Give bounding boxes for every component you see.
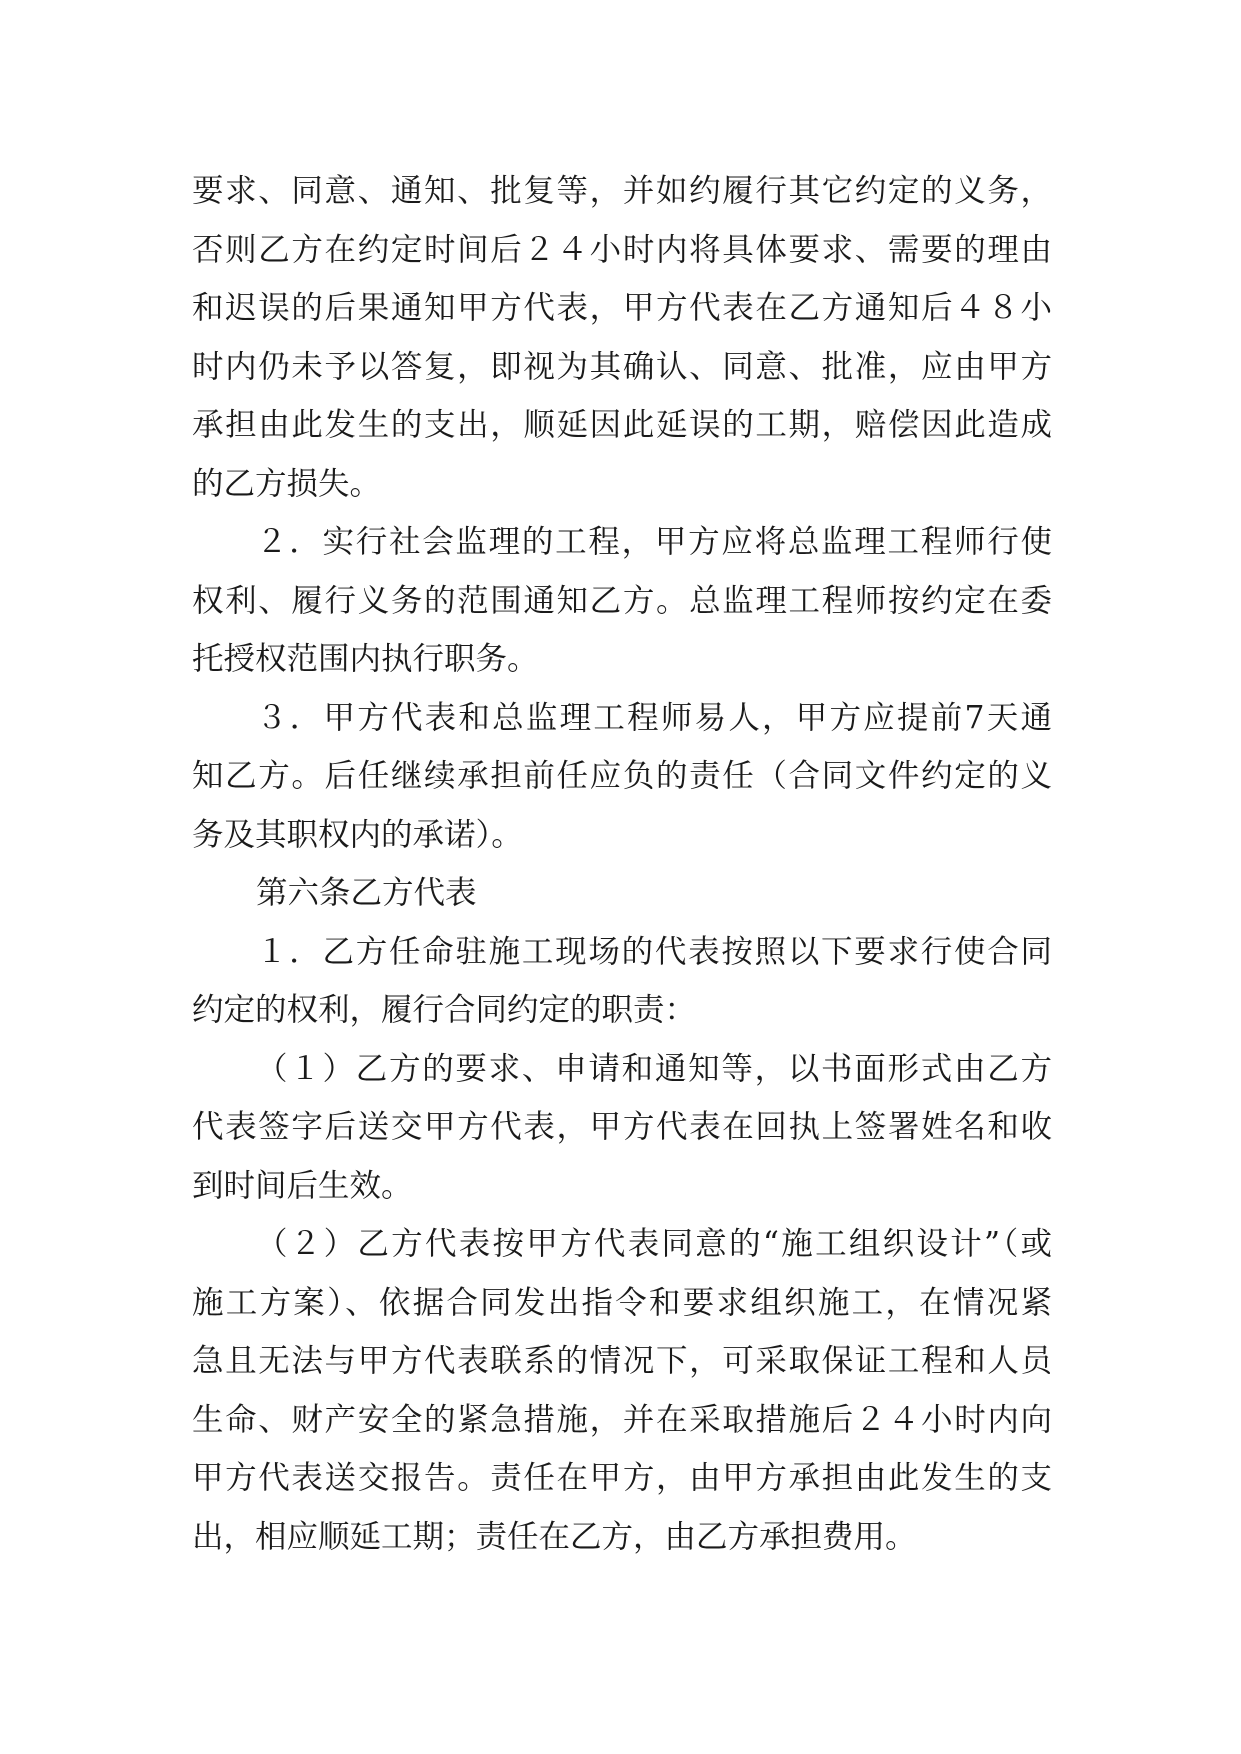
text-line: 的乙方损失。: [192, 465, 382, 502]
text-line: 甲方代表送交报告。责任在甲方，由甲方承担由此发生的支: [192, 1460, 1052, 1496]
text-line: ２．实行社会监理的工程，甲方应将总监理工程师行使: [256, 524, 1052, 560]
text-line: 承担由此发生的支出，顺延因此延误的工期，赔偿因此造成: [192, 407, 1052, 443]
text-line: 托授权范围内执行职务。: [192, 641, 539, 677]
text-line: ３．甲方代表和总监理工程师易人，甲方应提前7天通: [256, 699, 1052, 736]
text-line: 权利、履行义务的范围通知乙方。总监理工程师按约定在委: [192, 582, 1052, 619]
text-line: 和迟误的后果通知甲方代表，甲方代表在乙方通知后４８小: [192, 290, 1052, 326]
text-line: （１）乙方的要求、申请和通知等，以书面形式由乙方: [256, 1050, 1052, 1087]
text-line: 要求、同意、通知、批复等，并如约履行其它约定的义务，: [192, 173, 1052, 209]
document-body: [192, 162, 1052, 1566]
text-line: 时内仍未予以答复，即视为其确认、同意、批准，应由甲方: [192, 348, 1052, 385]
text-line: 约定的权利，履行合同约定的职责：: [192, 992, 697, 1028]
text-line: 施工方案）、依据合同发出指令和要求组织施工，在情况紧: [192, 1284, 1052, 1321]
text-line: （２）乙方代表按甲方代表同意的“施工组织设计”（或: [256, 1226, 1052, 1262]
text-line: 知乙方。后任继续承担前任应负的责任（合同文件约定的义: [192, 758, 1052, 794]
text-line: 代表签字后送交甲方代表，甲方代表在回执上签署姓名和收: [192, 1109, 1052, 1145]
text-line: １．乙方任命驻施工现场的代表按照以下要求行使合同: [256, 933, 1052, 970]
text-line: 第六条乙方代表: [256, 875, 477, 911]
text-line: 生命、财产安全的紧急措施，并在采取措施后２４小时内向: [192, 1401, 1052, 1438]
text-line: 务及其职权内的承诺）。: [192, 816, 523, 853]
text-line: 否则乙方在约定时间后２４小时内将具体要求、需要的理由: [192, 231, 1052, 268]
text-line: 到时间后生效。: [192, 1167, 413, 1204]
text-line: 急且无法与甲方代表联系的情况下，可采取保证工程和人员: [192, 1343, 1052, 1379]
text-line: 出，相应顺延工期；责任在乙方，由乙方承担费用。: [192, 1518, 917, 1555]
